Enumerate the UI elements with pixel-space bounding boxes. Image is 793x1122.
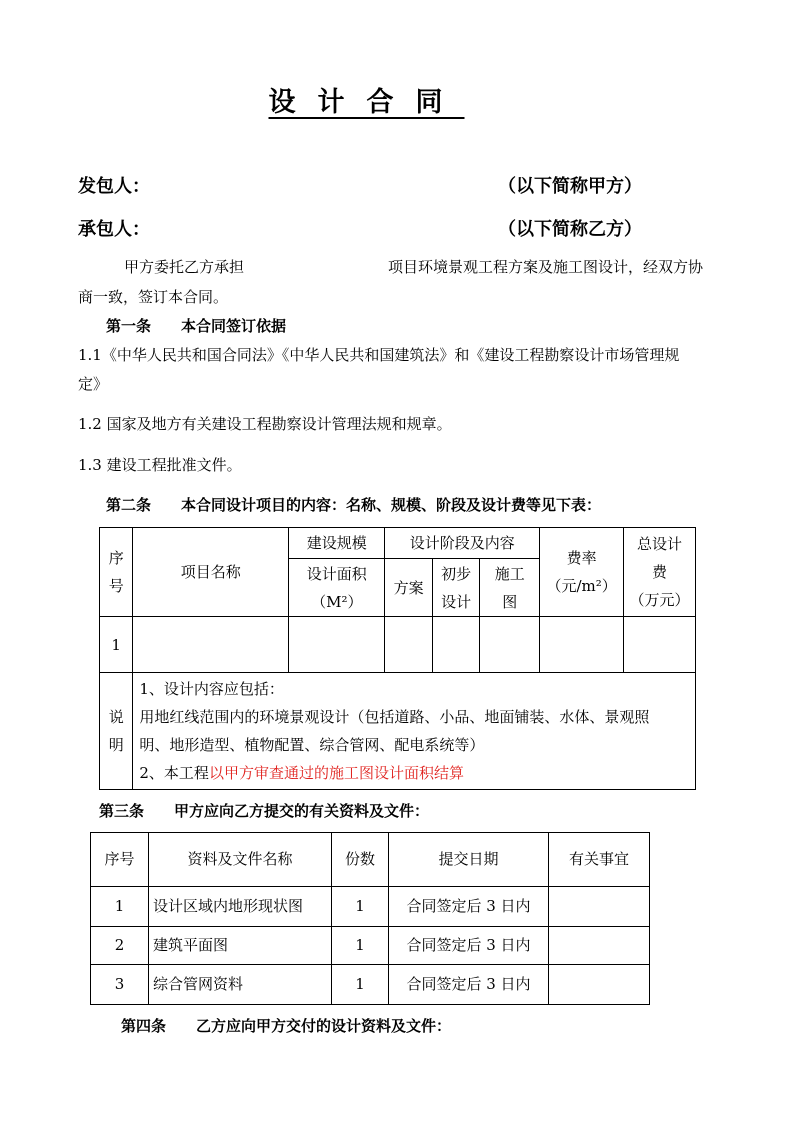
article2-heading: 第二条 本合同设计项目的内容：名称、规模、阶段及设计费等见下表： — [106, 496, 602, 514]
cell: 合同签定后 3 日内 — [389, 887, 549, 927]
header-cell: 份数 — [332, 833, 389, 887]
article1-heading: 第一条 本合同签订依据 — [106, 317, 287, 335]
note-highlight: 以甲方审查通过的施工图设计面积结算 — [208, 764, 464, 782]
contractor-alias: （以下简称乙方） — [498, 219, 642, 240]
client-alias: （以下简称甲方） — [498, 176, 642, 197]
header-rate: 费率 （元/m²） — [540, 528, 624, 617]
header-scheme: 方案 — [385, 559, 433, 617]
document-title: 设计合同 — [268, 87, 465, 118]
table-row — [100, 617, 696, 673]
intro-part2: 项目环境景观工程方案及施工图设计，经双方协 — [388, 258, 704, 276]
cell: 建筑平面图 — [149, 927, 332, 965]
intro-part3: 商一致，签订本合同。 — [78, 288, 229, 306]
article1-item: 1.2 国家及地方有关建设工程勘察设计管理法规和规章。 — [78, 415, 452, 433]
article1-item: 1.1《中华人民共和国合同法》《中华人民共和国建筑法》和《建设工程勘察设计市场管理规 — [78, 346, 680, 364]
header-total: 总设计 费 （万元） — [624, 528, 696, 617]
cell: 1 — [332, 887, 389, 927]
header-stage: 设计阶段及内容 — [385, 528, 540, 559]
header-cell: 提交日期 — [389, 833, 549, 887]
table-header-row — [91, 833, 650, 887]
table-row — [91, 887, 650, 927]
cell: 1 — [91, 887, 149, 927]
note-label: 说 明 — [100, 673, 133, 790]
cell — [432, 617, 480, 673]
cell: 合同签定后 3 日内 — [389, 965, 549, 1005]
table-row — [91, 927, 650, 965]
header-cell: 资料及文件名称 — [149, 833, 332, 887]
client-label: 发包人： — [78, 176, 150, 197]
contractor-label: 承包人： — [78, 219, 150, 240]
cell: 合同签定后 3 日内 — [389, 927, 549, 965]
header-cell: 有关事宜 — [549, 833, 650, 887]
cell: 1 — [332, 965, 389, 1005]
cell: 2 — [91, 927, 149, 965]
cell — [289, 617, 385, 673]
cell — [540, 617, 624, 673]
cell: 综合管网资料 — [149, 965, 332, 1005]
cell: 设计区域内地形现状图 — [149, 887, 332, 927]
header-area: 设计面积 （M²） — [289, 559, 385, 617]
cell — [480, 617, 540, 673]
cell — [549, 887, 650, 927]
cell: 3 — [91, 965, 149, 1005]
article3-heading: 第三条 甲方应向乙方提交的有关资料及文件： — [99, 802, 430, 820]
header-seq: 序 号 — [100, 528, 133, 617]
intro-part1: 甲方委托乙方承担 — [124, 258, 245, 276]
cell: 1 — [332, 927, 389, 965]
note-content: 1、设计内容应包括： 用地红线范围内的环境景观设计（包括道路、小品、地面铺装、水体、景观照 明、地形造型、植物配置、综合管网、配电系统等） 2、本工程以甲方审查通过的施工图设计面积结算 — [133, 673, 696, 790]
cell — [549, 927, 650, 965]
cell — [624, 617, 696, 673]
article1-item: 1.3 建设工程批准文件。 — [78, 456, 242, 474]
table-row — [91, 965, 650, 1005]
header-scale: 建设规模 — [289, 528, 385, 559]
documents-table — [90, 832, 650, 1005]
header-construct: 施工 图 — [480, 559, 540, 617]
header-prelim: 初步 设计 — [432, 559, 480, 617]
row-seq: 1 — [100, 617, 133, 673]
header-project-name: 项目名称 — [133, 528, 289, 617]
cell — [549, 965, 650, 1005]
cell — [133, 617, 289, 673]
article4-heading: 第四条 乙方应向甲方交付的设计资料及文件： — [121, 1017, 452, 1035]
design-items-table — [99, 527, 696, 790]
cell — [385, 617, 433, 673]
article1-item: 定》 — [78, 375, 109, 393]
header-cell: 序号 — [91, 833, 149, 887]
